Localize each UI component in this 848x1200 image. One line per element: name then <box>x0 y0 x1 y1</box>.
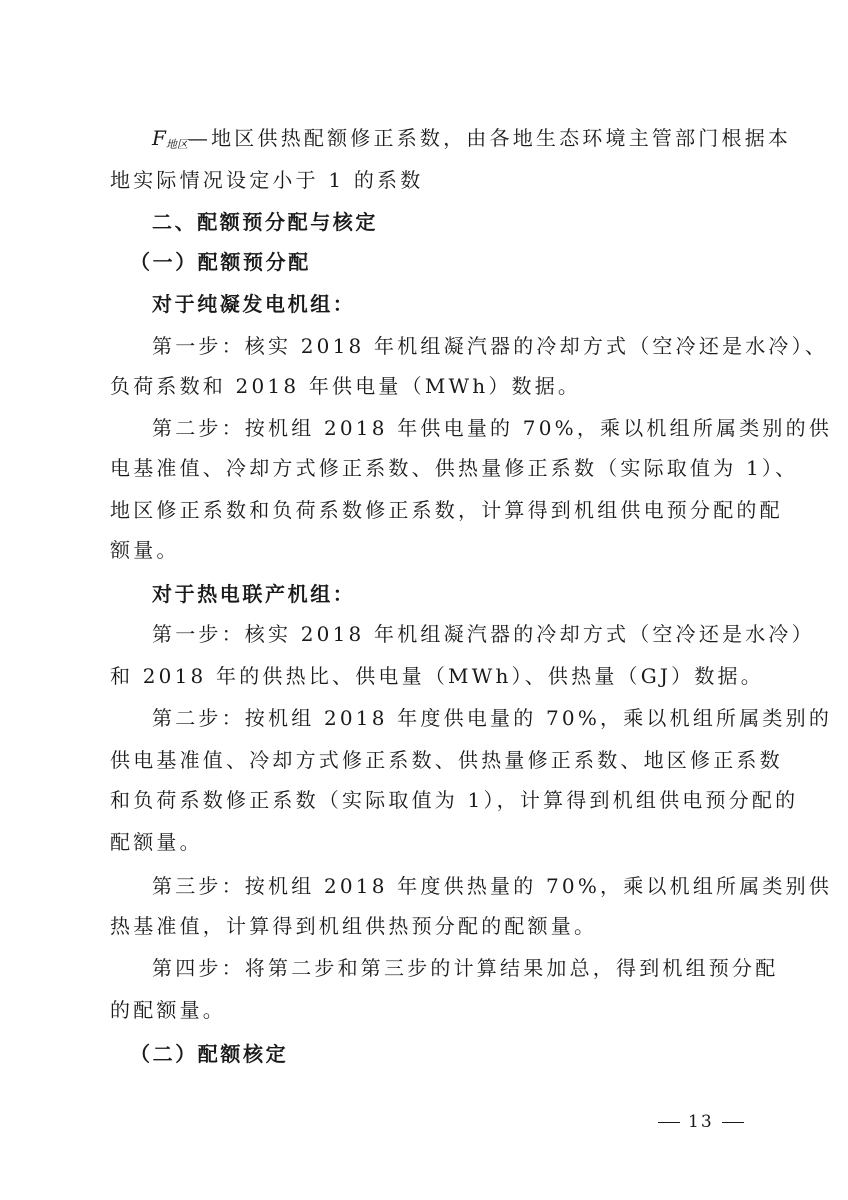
formula-symbol: $F_{地区}$ <box>152 126 188 151</box>
chp-step2-line4: 配额量。 <box>110 830 203 854</box>
chp-step1-line2: 和 2018 年的供热比、供电量（MWh）、供热量（GJ）数据。 <box>110 664 764 688</box>
section-title: 二、配额预分配与核定 <box>152 210 378 234</box>
chp-step4-line1: 第四步：将第二步和第三步的计算结果加总，得到机组预分配 <box>152 956 779 980</box>
chp-step2-line2: 供电基准值、冷却方式修正系数、供热量修正系数、地区修正系数 <box>110 748 783 772</box>
chp-step3-line1: 第三步：按机组 2018 年度供热量的 70%，乘以机组所属类别供 <box>152 874 833 898</box>
pure-condensing-step1-line1: 第一步：核实 2018 年机组凝汽器的冷却方式（空冷还是水冷）、 <box>152 334 829 358</box>
chp-step4-line2: 的配额量。 <box>110 998 226 1022</box>
pure-condensing-heading: 对于纯凝发电机组： <box>152 292 356 316</box>
pure-condensing-step2-line2: 电基准值、冷却方式修正系数、供热量修正系数（实际取值为 1）、 <box>110 456 799 480</box>
subsection-title-2: （二）配额核定 <box>130 1042 289 1066</box>
pure-condensing-step2-line1: 第二步：按机组 2018 年供电量的 70%，乘以机组所属类别的供 <box>152 416 833 440</box>
formula-definition-line-2: 地实际情况设定小于 1 的系数 <box>110 168 424 192</box>
subsection-title-1: （一）配额预分配 <box>130 250 311 274</box>
chp-step1-line1: 第一步：核实 2018 年机组凝汽器的冷却方式（空冷还是水冷） <box>152 622 815 646</box>
pure-condensing-step2-line3: 地区修正系数和负荷系数修正系数，计算得到机组供电预分配的配 <box>110 498 783 522</box>
chp-step2-line1: 第二步：按机组 2018 年度供电量的 70%，乘以机组所属类别的 <box>152 706 833 730</box>
page-number <box>650 1110 752 1134</box>
pure-condensing-step2-line4: 额量。 <box>110 538 180 562</box>
pure-condensing-step1-line2: 负荷系数和 2018 年供电量（MWh）数据。 <box>110 374 582 398</box>
page-number-right-dash <box>722 1122 744 1123</box>
chp-step3-line2: 热基准值，计算得到机组供热预分配的配额量。 <box>110 914 598 938</box>
chp-step2-line3: 和负荷系数修正系数（实际取值为 1），计算得到机组供电预分配的 <box>110 788 799 812</box>
formula-definition-line-1 <box>152 124 792 159</box>
page-number-left-dash <box>658 1122 680 1123</box>
page-number-value: 13 <box>688 1112 714 1132</box>
formula-definition-text: —地区供热配额修正系数，由各地生态环境主管部门根据本 <box>187 126 792 150</box>
chp-heading: 对于热电联产机组： <box>152 582 356 606</box>
